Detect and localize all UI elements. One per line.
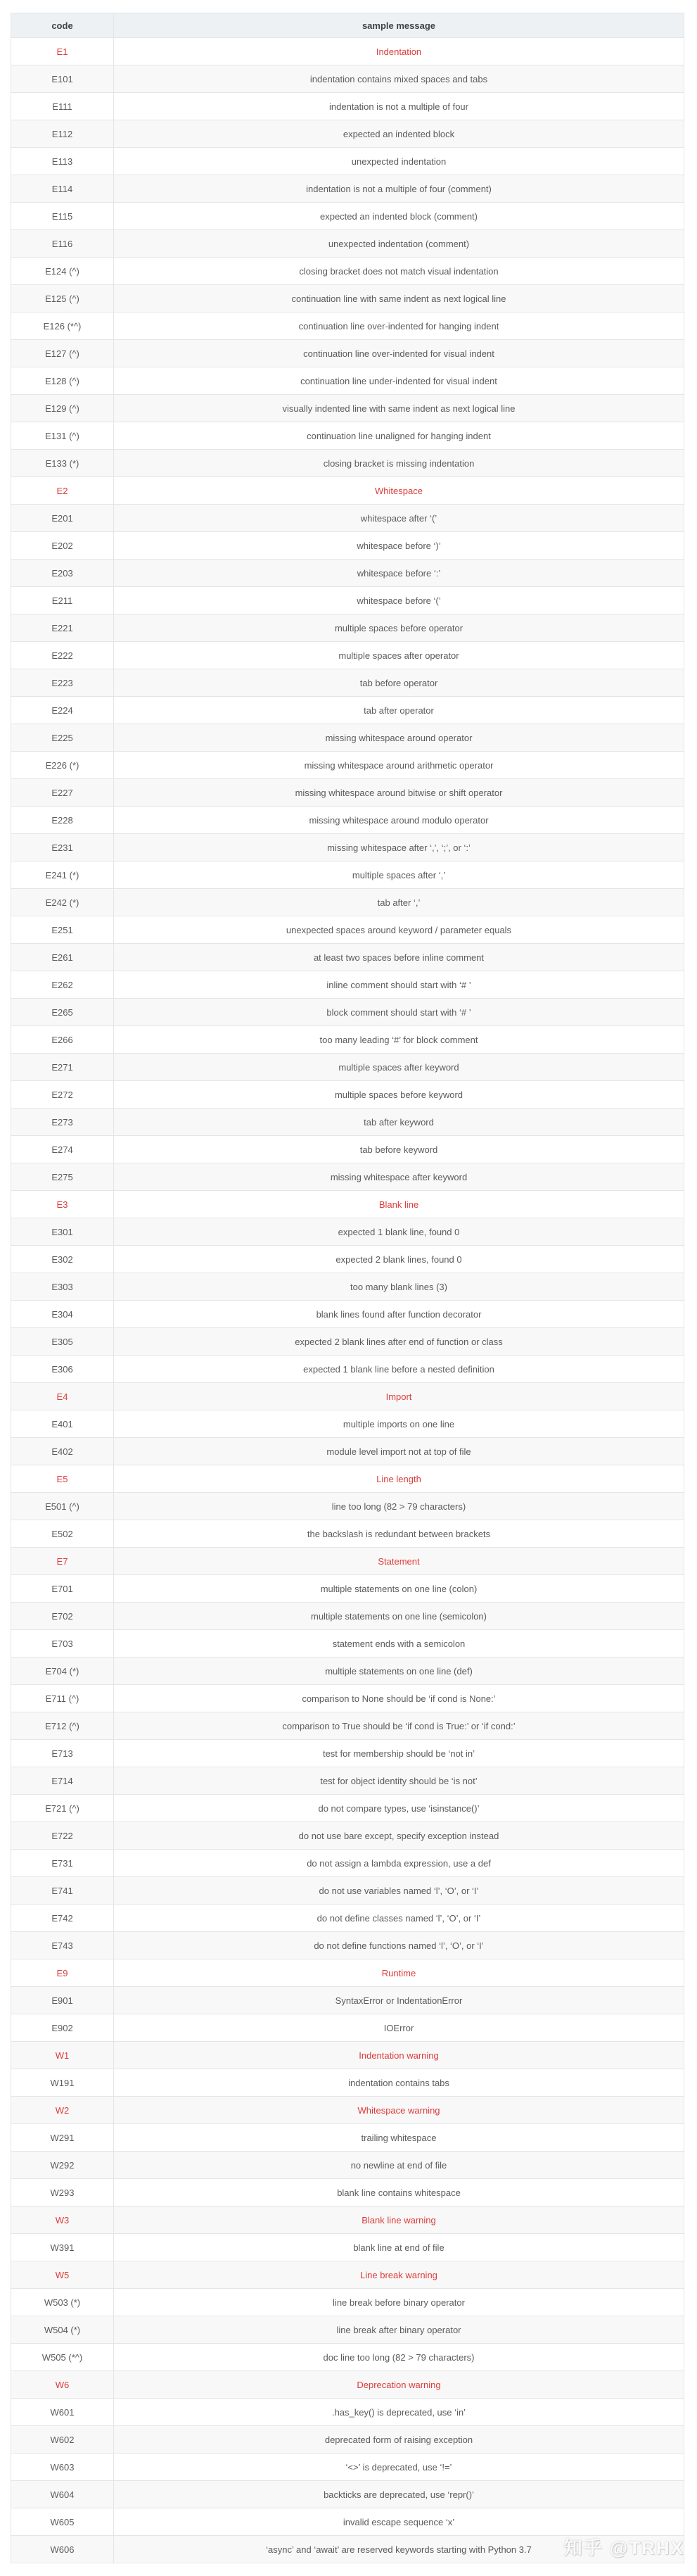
table-row (11, 807, 684, 834)
section-row (11, 1959, 684, 1987)
code-cell: E125 (^) (11, 285, 114, 312)
table-row (11, 175, 684, 203)
message-cell: continuation line under-indented for visual indent (114, 367, 684, 395)
code-cell: W292 (11, 2152, 114, 2179)
code-cell: E1 (11, 38, 114, 65)
message-cell: at least two spaces before inline comment (114, 944, 684, 971)
code-cell: E743 (11, 1932, 114, 1959)
pep8-codes-table-container (11, 13, 684, 2563)
table-row (11, 1356, 684, 1383)
message-cell: doc line too long (82 > 79 characters) (114, 2344, 684, 2371)
message-cell: Line break warning (114, 2261, 684, 2289)
code-cell: E222 (11, 642, 114, 669)
message-cell: block comment should start with ‘# ’ (114, 999, 684, 1026)
code-cell: W605 (11, 2508, 114, 2536)
code-cell: E271 (11, 1054, 114, 1081)
header-code: code (11, 13, 114, 38)
code-cell: W5 (11, 2261, 114, 2289)
table-row (11, 1767, 684, 1795)
code-cell: E262 (11, 971, 114, 999)
table-row (11, 889, 684, 916)
message-cell: blank line contains whitespace (114, 2179, 684, 2206)
code-cell: W3 (11, 2206, 114, 2234)
section-row (11, 2371, 684, 2399)
table-row (11, 861, 684, 889)
message-cell: blank lines found after function decorator (114, 1301, 684, 1328)
code-cell: E713 (11, 1740, 114, 1767)
watermark: 知乎 @TRHX (563, 2537, 684, 2558)
table-row (11, 697, 684, 724)
code-cell: W606 (11, 2536, 114, 2563)
message-cell: tab after keyword (114, 1109, 684, 1136)
table-row (11, 1575, 684, 1603)
table-row (11, 505, 684, 532)
table-row (11, 1109, 684, 1136)
header-row (11, 13, 684, 38)
message-cell: deprecated form of raising exception (114, 2426, 684, 2454)
message-cell: line break before binary operator (114, 2289, 684, 2316)
table-header (11, 13, 684, 38)
code-cell: E241 (*) (11, 861, 114, 889)
code-cell: E741 (11, 1877, 114, 1905)
table-row (11, 1493, 684, 1520)
table-row (11, 1054, 684, 1081)
table-row (11, 2426, 684, 2454)
code-cell: E211 (11, 587, 114, 614)
code-cell: E722 (11, 1822, 114, 1850)
table-row (11, 1877, 684, 1905)
code-cell: E272 (11, 1081, 114, 1109)
code-cell: E127 (^) (11, 340, 114, 367)
message-cell: .has_key() is deprecated, use ‘in’ (114, 2399, 684, 2426)
message-cell: Import (114, 1383, 684, 1410)
message-cell: multiple spaces before keyword (114, 1081, 684, 1109)
table-row (11, 230, 684, 258)
section-row (11, 1191, 684, 1218)
message-cell: do not assign a lambda expression, use a def (114, 1850, 684, 1877)
code-cell: W503 (*) (11, 2289, 114, 2316)
code-cell: E224 (11, 697, 114, 724)
code-cell: W604 (11, 2481, 114, 2508)
table-row (11, 1246, 684, 1273)
message-cell: multiple spaces before operator (114, 614, 684, 642)
table-row (11, 2234, 684, 2261)
code-cell: E251 (11, 916, 114, 944)
table-row (11, 1438, 684, 1465)
table-row (11, 2454, 684, 2481)
message-cell: missing whitespace around operator (114, 724, 684, 752)
table-row (11, 1932, 684, 1959)
code-cell: E131 (^) (11, 422, 114, 450)
code-cell: E128 (^) (11, 367, 114, 395)
code-cell: W191 (11, 2069, 114, 2097)
message-cell: indentation is not a multiple of four (114, 93, 684, 120)
table-row (11, 669, 684, 697)
code-cell: E275 (11, 1163, 114, 1191)
message-cell: continuation line over-indented for visual indent (114, 340, 684, 367)
message-cell: expected 2 blank lines, found 0 (114, 1246, 684, 1273)
message-cell: Runtime (114, 1959, 684, 1987)
code-cell: W602 (11, 2426, 114, 2454)
code-cell: W601 (11, 2399, 114, 2426)
code-cell: E401 (11, 1410, 114, 1438)
message-cell: multiple spaces after operator (114, 642, 684, 669)
table-row (11, 93, 684, 120)
message-cell: expected 1 blank line before a nested definition (114, 1356, 684, 1383)
code-cell: E223 (11, 669, 114, 697)
table-row (11, 971, 684, 999)
table-row (11, 2152, 684, 2179)
message-cell: tab before keyword (114, 1136, 684, 1163)
table-row (11, 560, 684, 587)
table-row (11, 1630, 684, 1658)
code-cell: E714 (11, 1767, 114, 1795)
table-body (11, 38, 684, 2563)
code-cell: W505 (*^) (11, 2344, 114, 2371)
code-cell: W2 (11, 2097, 114, 2124)
code-cell: E115 (11, 203, 114, 230)
message-cell: statement ends with a semicolon (114, 1630, 684, 1658)
message-cell: expected 2 blank lines after end of function or class (114, 1328, 684, 1356)
section-row (11, 2206, 684, 2234)
section-row (11, 1465, 684, 1493)
message-cell: whitespace before ‘:’ (114, 560, 684, 587)
message-cell: Indentation (114, 38, 684, 65)
message-cell: comparison to None should be ‘if cond is None:’ (114, 1685, 684, 1712)
code-cell: E227 (11, 779, 114, 807)
table-row (11, 1410, 684, 1438)
code-cell: E742 (11, 1905, 114, 1932)
message-cell: missing whitespace around modulo operator (114, 807, 684, 834)
code-cell: E4 (11, 1383, 114, 1410)
table-row (11, 312, 684, 340)
table-row (11, 367, 684, 395)
table-row (11, 2344, 684, 2371)
section-row (11, 1383, 684, 1410)
message-cell: no newline at end of file (114, 2152, 684, 2179)
table-row (11, 1163, 684, 1191)
table-row (11, 1273, 684, 1301)
message-cell: do not define classes named ‘l’, ‘O’, or ‘I’ (114, 1905, 684, 1932)
code-cell: W293 (11, 2179, 114, 2206)
code-cell: E5 (11, 1465, 114, 1493)
code-cell: E111 (11, 93, 114, 120)
section-row (11, 1548, 684, 1575)
table-row (11, 724, 684, 752)
message-cell: module level import not at top of file (114, 1438, 684, 1465)
table-row (11, 532, 684, 560)
table-row (11, 2481, 684, 2508)
code-cell: E112 (11, 120, 114, 148)
table-row (11, 944, 684, 971)
message-cell: whitespace before ‘(’ (114, 587, 684, 614)
message-cell: tab after operator (114, 697, 684, 724)
code-cell: E101 (11, 65, 114, 93)
code-cell: E273 (11, 1109, 114, 1136)
message-cell: expected an indented block (comment) (114, 203, 684, 230)
message-cell: multiple spaces after ‘,’ (114, 861, 684, 889)
code-cell: E302 (11, 1246, 114, 1273)
table-row (11, 1850, 684, 1877)
code-cell: W504 (*) (11, 2316, 114, 2344)
message-cell: missing whitespace around bitwise or shift operator (114, 779, 684, 807)
message-cell: ‘<>’ is deprecated, use ‘!=’ (114, 2454, 684, 2481)
message-cell: backticks are deprecated, use ‘repr()’ (114, 2481, 684, 2508)
message-cell: tab after ‘,’ (114, 889, 684, 916)
table-row (11, 1026, 684, 1054)
message-cell: multiple statements on one line (semicolon) (114, 1603, 684, 1630)
table-row (11, 148, 684, 175)
message-cell: do not use variables named ‘l’, ‘O’, or ‘I’ (114, 1877, 684, 1905)
code-cell: E242 (*) (11, 889, 114, 916)
code-cell: E226 (*) (11, 752, 114, 779)
table-row (11, 2508, 684, 2536)
table-row (11, 1603, 684, 1630)
code-cell: E116 (11, 230, 114, 258)
message-cell: indentation contains mixed spaces and tabs (114, 65, 684, 93)
table-row (11, 1822, 684, 1850)
code-cell: E113 (11, 148, 114, 175)
table-row (11, 450, 684, 477)
code-cell: E701 (11, 1575, 114, 1603)
section-row (11, 2261, 684, 2289)
message-cell: the backslash is redundant between brackets (114, 1520, 684, 1548)
code-cell: E124 (^) (11, 258, 114, 285)
message-cell: tab before operator (114, 669, 684, 697)
message-cell: ‘async’ and ‘await’ are reserved keywords starting with Python 3.7 (114, 2536, 684, 2563)
message-cell: multiple statements on one line (colon) (114, 1575, 684, 1603)
message-cell: multiple statements on one line (def) (114, 1658, 684, 1685)
message-cell: Deprecation warning (114, 2371, 684, 2399)
table-row (11, 1136, 684, 1163)
message-cell: continuation line over-indented for hanging indent (114, 312, 684, 340)
table-row (11, 1795, 684, 1822)
table-row (11, 1987, 684, 2014)
table-row (11, 2316, 684, 2344)
code-cell: E703 (11, 1630, 114, 1658)
code-cell: E228 (11, 807, 114, 834)
message-cell: missing whitespace after ‘,’, ‘;’, or ‘:’ (114, 834, 684, 861)
code-cell: E129 (^) (11, 395, 114, 422)
table-row (11, 752, 684, 779)
message-cell: missing whitespace after keyword (114, 1163, 684, 1191)
table-row (11, 1712, 684, 1740)
code-cell: E303 (11, 1273, 114, 1301)
message-cell: do not define functions named ‘l’, ‘O’, or ‘I’ (114, 1932, 684, 1959)
code-cell: E202 (11, 532, 114, 560)
section-row (11, 2097, 684, 2124)
table-row (11, 2399, 684, 2426)
message-cell: line break after binary operator (114, 2316, 684, 2344)
section-row (11, 2042, 684, 2069)
code-cell: E114 (11, 175, 114, 203)
message-cell: Line length (114, 1465, 684, 1493)
message-cell: indentation is not a multiple of four (comment) (114, 175, 684, 203)
table-row (11, 258, 684, 285)
message-cell: too many blank lines (3) (114, 1273, 684, 1301)
table-row (11, 1218, 684, 1246)
message-cell: blank line at end of file (114, 2234, 684, 2261)
message-cell: Whitespace warning (114, 2097, 684, 2124)
table-row (11, 1301, 684, 1328)
message-cell: line too long (82 > 79 characters) (114, 1493, 684, 1520)
code-cell: E7 (11, 1548, 114, 1575)
table-row (11, 2124, 684, 2152)
code-cell: W391 (11, 2234, 114, 2261)
code-cell: E3 (11, 1191, 114, 1218)
code-cell: E274 (11, 1136, 114, 1163)
message-cell: expected 1 blank line, found 0 (114, 1218, 684, 1246)
message-cell: test for object identity should be ‘is not’ (114, 1767, 684, 1795)
message-cell: Indentation warning (114, 2042, 684, 2069)
message-cell: multiple imports on one line (114, 1410, 684, 1438)
code-cell: E261 (11, 944, 114, 971)
table-row (11, 1740, 684, 1767)
message-cell: do not compare types, use ‘isinstance()’ (114, 1795, 684, 1822)
message-cell: missing whitespace around arithmetic operator (114, 752, 684, 779)
message-cell: whitespace before ‘)’ (114, 532, 684, 560)
code-cell: E203 (11, 560, 114, 587)
message-cell: IOError (114, 2014, 684, 2042)
code-cell: W1 (11, 2042, 114, 2069)
code-cell: W603 (11, 2454, 114, 2481)
code-cell: E231 (11, 834, 114, 861)
table-row (11, 203, 684, 230)
code-cell: E501 (^) (11, 1493, 114, 1520)
message-cell: Blank line warning (114, 2206, 684, 2234)
code-cell: E266 (11, 1026, 114, 1054)
message-cell: visually indented line with same indent as next logical line (114, 395, 684, 422)
code-cell: E502 (11, 1520, 114, 1548)
message-cell: Blank line (114, 1191, 684, 1218)
code-cell: W291 (11, 2124, 114, 2152)
code-cell: E126 (*^) (11, 312, 114, 340)
message-cell: closing bracket is missing indentation (114, 450, 684, 477)
table-row (11, 1328, 684, 1356)
table-row (11, 614, 684, 642)
code-cell: E901 (11, 1987, 114, 2014)
table-row (11, 285, 684, 312)
table-row (11, 2536, 684, 2563)
message-cell: invalid escape sequence ‘x’ (114, 2508, 684, 2536)
message-cell: unexpected indentation (114, 148, 684, 175)
code-cell: E133 (*) (11, 450, 114, 477)
code-cell: E305 (11, 1328, 114, 1356)
table-row (11, 779, 684, 807)
table-row (11, 834, 684, 861)
message-cell: closing bracket does not match visual indentation (114, 258, 684, 285)
table-row (11, 65, 684, 93)
message-cell: expected an indented block (114, 120, 684, 148)
message-cell: indentation contains tabs (114, 2069, 684, 2097)
code-cell: E2 (11, 477, 114, 505)
message-cell: continuation line with same indent as next logical line (114, 285, 684, 312)
table-row (11, 1685, 684, 1712)
code-cell: E201 (11, 505, 114, 532)
section-row (11, 38, 684, 65)
table-row (11, 587, 684, 614)
table-row (11, 2014, 684, 2042)
code-cell: E702 (11, 1603, 114, 1630)
code-cell: E306 (11, 1356, 114, 1383)
message-cell: do not use bare except, specify exception instead (114, 1822, 684, 1850)
code-cell: E9 (11, 1959, 114, 1987)
pep8-codes-table (11, 13, 684, 2563)
message-cell: inline comment should start with ‘# ’ (114, 971, 684, 999)
code-cell: E265 (11, 999, 114, 1026)
message-cell: comparison to True should be ‘if cond is True:’ or ‘if cond:’ (114, 1712, 684, 1740)
table-row (11, 395, 684, 422)
table-row (11, 1905, 684, 1932)
header-sample-message: sample message (114, 13, 684, 38)
code-cell: E712 (^) (11, 1712, 114, 1740)
code-cell: E221 (11, 614, 114, 642)
section-row (11, 477, 684, 505)
code-cell: E402 (11, 1438, 114, 1465)
table-row (11, 422, 684, 450)
code-cell: E902 (11, 2014, 114, 2042)
code-cell: E704 (*) (11, 1658, 114, 1685)
table-row (11, 1081, 684, 1109)
message-cell: unexpected spaces around keyword / parameter equals (114, 916, 684, 944)
table-row (11, 120, 684, 148)
code-cell: E711 (^) (11, 1685, 114, 1712)
code-cell: E301 (11, 1218, 114, 1246)
message-cell: trailing whitespace (114, 2124, 684, 2152)
message-cell: multiple spaces after keyword (114, 1054, 684, 1081)
table-row (11, 1658, 684, 1685)
code-cell: W6 (11, 2371, 114, 2399)
message-cell: continuation line unaligned for hanging indent (114, 422, 684, 450)
table-row (11, 642, 684, 669)
message-cell: Whitespace (114, 477, 684, 505)
message-cell: too many leading ‘#’ for block comment (114, 1026, 684, 1054)
message-cell: unexpected indentation (comment) (114, 230, 684, 258)
code-cell: E721 (^) (11, 1795, 114, 1822)
message-cell: whitespace after ‘(’ (114, 505, 684, 532)
code-cell: E731 (11, 1850, 114, 1877)
message-cell: Statement (114, 1548, 684, 1575)
table-row (11, 2179, 684, 2206)
message-cell: test for membership should be ‘not in’ (114, 1740, 684, 1767)
code-cell: E304 (11, 1301, 114, 1328)
code-cell: E225 (11, 724, 114, 752)
table-row (11, 1520, 684, 1548)
table-row (11, 340, 684, 367)
table-row (11, 2289, 684, 2316)
message-cell: SyntaxError or IndentationError (114, 1987, 684, 2014)
table-row (11, 916, 684, 944)
table-row (11, 999, 684, 1026)
table-row (11, 2069, 684, 2097)
